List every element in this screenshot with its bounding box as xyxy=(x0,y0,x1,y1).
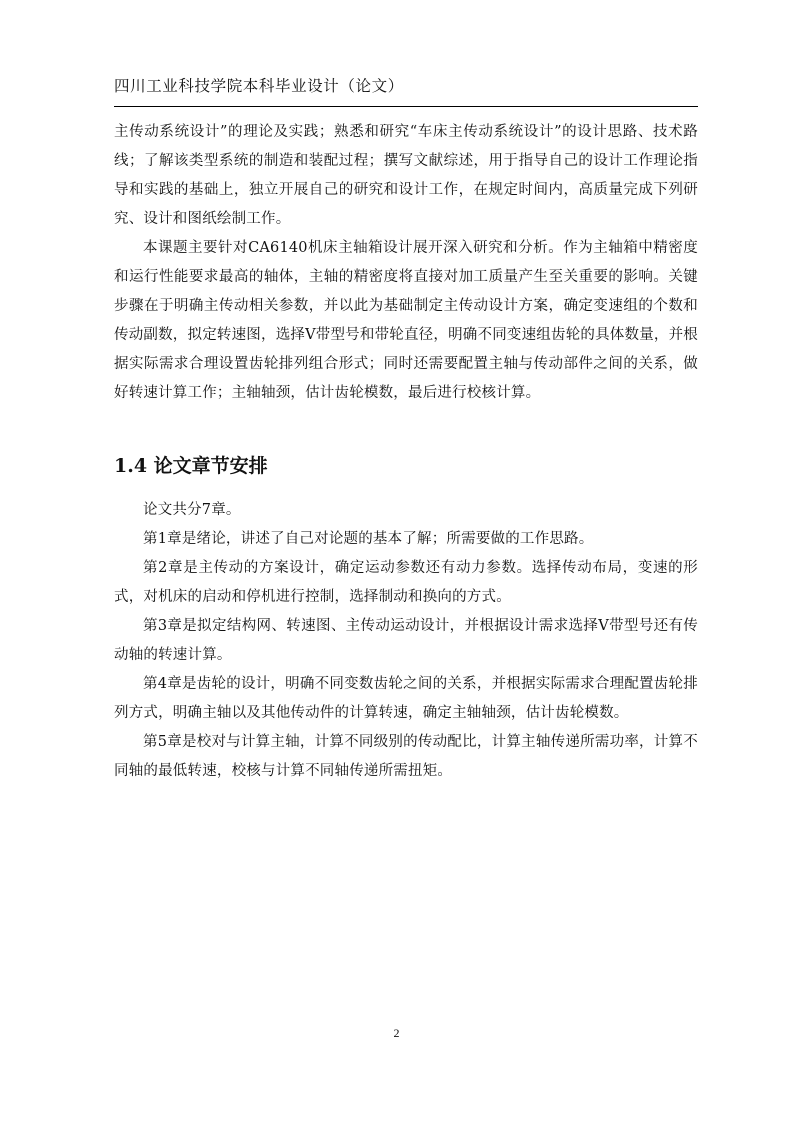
section-heading: 1.4 论文章节安排 xyxy=(114,455,268,477)
chapter-2-summary: 第2章是主传动的方案设计，确定运动参数还有动力参数。选择传动布局，变速的形式，对机床的启动和停机进行控制，选择制动和换向的方式。 xyxy=(114,560,698,605)
chapter-count: 论文共分7章。 xyxy=(143,502,241,518)
paragraph-project-scope: 本课题主要针对CA6140机床主轴箱设计展开深入研究和分析。作为主轴箱中精密度和运行性能要求最高的轴体，主轴的精密度将直接对加工质量产生至关重要的影响。关键步骤在于明确主传动相关参数，并以此为基础制定主传动设计方案，确定变速组的个数和传动副数，拟定转速图，选择V带型号和带轮直径，明确不同变速组齿轮的具体数量，并根据实际需求合理设置齿轮排列组合形式；同时还需要配置主轴与传动部件之间的关系，做好转速计算工作；主轴轴颈，估计齿轮模数，最后进行校核计算。 xyxy=(114,240,698,401)
page-header-title: 四川工业科技学院本科毕业设计（论文） xyxy=(114,77,404,95)
chapter-1-summary: 第1章是绪论，讲述了自己对论题的基本了解；所需要做的工作思路。 xyxy=(143,531,594,547)
paragraph-continuation: 主传动系统设计”的理论及实践；熟悉和研究“车床主传动系统设计”的设计思路、技术路线；了解该类型系统的制造和装配过程；撰写文献综述，用于指导自己的设计工作理论指导和实践的基础上，独立开展自己的研究和设计工作，在规定时间内，高质量完成下列研究、设计和图纸绘制工作。 xyxy=(114,124,698,227)
chapter-5-summary: 第5章是校对与计算主轴，计算不同级别的传动配比，计算主轴传递所需功率，计算不同轴的最低转速，校核与计算不同轴传递所需扭矩。 xyxy=(114,734,698,779)
header-divider xyxy=(114,106,698,107)
page-number: 2 xyxy=(393,1026,400,1040)
chapter-3-summary: 第3章是拟定结构网、转速图、主传动运动设计，并根据设计需求选择V带型号还有传动轴的转速计算。 xyxy=(114,618,698,663)
chapter-4-summary: 第4章是齿轮的设计，明确不同变数齿轮之间的关系，并根据实际需求合理配置齿轮排列方式，明确主轴以及其他传动件的计算转速，确定主轴轴颈，估计齿轮模数。 xyxy=(114,676,698,721)
